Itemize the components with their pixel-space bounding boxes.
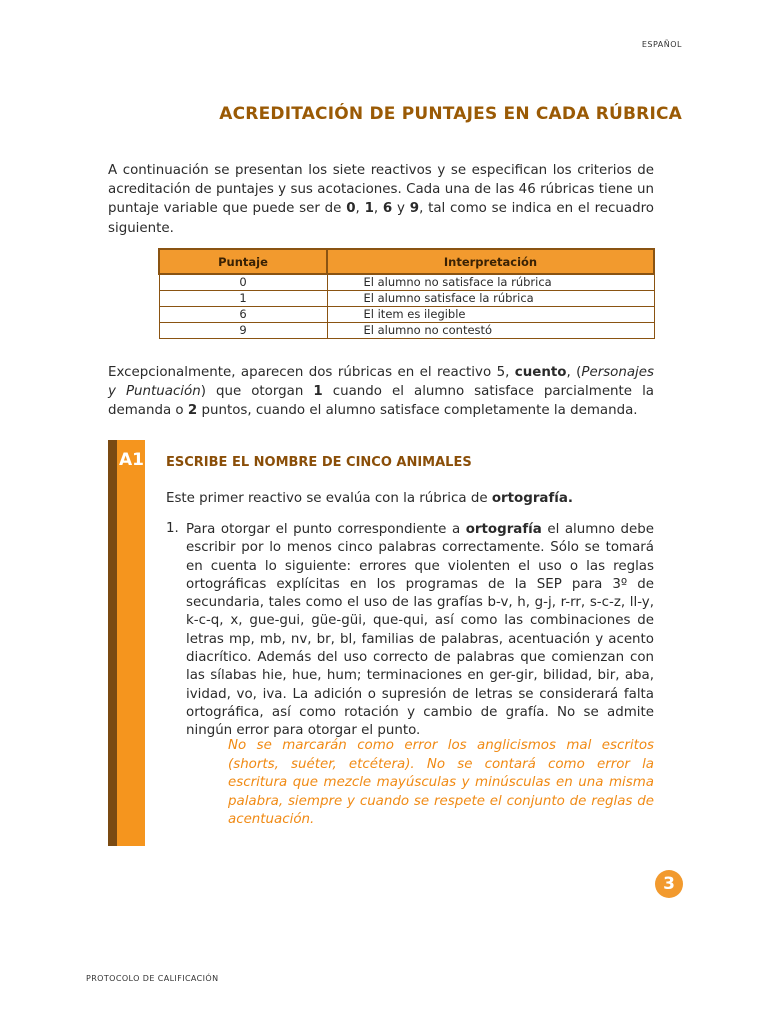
score-cell: 0 <box>159 274 327 291</box>
lead-rubric: ortografía. <box>491 491 574 506</box>
score-0-mention: 0 <box>346 201 356 217</box>
score-table <box>158 248 655 339</box>
exception-text: Excepcionalmente, aparecen dos rúbricas en el reactivo 5, <box>108 365 515 380</box>
interpretation-cell: El alumno no contestó <box>327 323 654 339</box>
italic-note: No se marcarán como error los anglicismos mal escritos (shorts, suéter, etcétera). No se contará como error la escritura que mezcle mayúsculas y minúsculas en una misma palabra, siempre y cuando se respete el conjunto de reglas de acentuación. <box>228 738 654 827</box>
interpretation-cell: El alumno satisface la rúbrica <box>327 291 654 307</box>
item-text <box>186 521 654 741</box>
intro-text: A continuación se presentan los siete reactivos y se especifican los criterios de acreditación de puntajes y sus acotaciones. Cada una de las 46 rúbricas tiene un puntaje variable que puede ser de <box>108 163 654 217</box>
page-title: ACREDITACIÓN DE PUNTAJES EN CADA RÚBRICA <box>219 104 682 124</box>
value-one: 1 <box>313 384 323 400</box>
score-cell: 1 <box>159 291 327 307</box>
section-bar-dark <box>108 440 117 846</box>
table-row <box>159 323 654 339</box>
section-title: ESCRIBE EL NOMBRE DE CINCO ANIMALES <box>166 455 472 470</box>
exception-text: ) que otorgan <box>200 384 314 400</box>
intro-text-end: , tal como se indica en el recuadro siguiente. <box>108 201 654 236</box>
rubric-names: Personajes y Puntuación <box>108 365 654 400</box>
table-row <box>159 307 654 323</box>
score-table-header <box>159 249 654 274</box>
section-bar-orange <box>117 440 145 846</box>
language-label: ESPAÑOL <box>641 40 682 49</box>
table-row <box>159 274 654 291</box>
exception-text: cuando el alumno satisface parcialmente la demanda o <box>108 384 654 419</box>
score-9-mention: 9 <box>409 201 420 217</box>
score-cell: 6 <box>159 307 327 323</box>
separator: y <box>392 201 410 217</box>
header-interpretacion: Interpretación <box>327 249 654 274</box>
item-number: 1. <box>166 521 179 536</box>
section-tag: A1 <box>119 450 144 470</box>
item-text-a: Para otorgar el punto correspondiente a <box>186 522 466 537</box>
item-text-b: el alumno debe escribir por lo menos cinco palabras correctamente. Sólo se tomará en cuenta lo siguiente: errores que violenten el uso o las reglas ortográficas explícitas en los programas de la SEP para 3º de secundaria, tales como el uso de las grafías b-v, h, g-j, r-rr, s-c-z, ll-y, k-c-q, x, gue-gui, güe-güi, que-qui, así como las combinaciones de letras mp, mb, nv, br, bl, familias de palabras, acentuación y acento diacrítico. Además del uso correcto de palabras que comienzan con las sílabas hie, hue, hum; terminaciones en ger-gir, bilidad, bir, aba, ividad, vo, iva. La adición o supresión de letras se considerará falta ortográfica, así como rotación y cambio de grafía. No se admite ningún error para otorgar el punto. <box>186 522 654 739</box>
exception-text: , ( <box>566 365 582 380</box>
separator: , <box>373 201 383 217</box>
interpretation-cell: El alumno no satisface la rúbrica <box>327 274 654 291</box>
score-6-mention: 6 <box>382 201 393 217</box>
footer-label: PROTOCOLO DE CALIFICACIÓN <box>86 974 219 983</box>
item-bold-term: ortografía <box>465 522 542 537</box>
table-row <box>159 291 654 307</box>
separator: , <box>355 201 365 217</box>
interpretation-cell: El item es ilegible <box>327 307 654 323</box>
section-lead <box>166 489 666 508</box>
intro-paragraph <box>108 161 654 238</box>
exception-paragraph <box>108 363 654 421</box>
lead-text: Este primer reactivo se evalúa con la rúbrica de <box>166 491 492 506</box>
value-two: 2 <box>187 403 198 419</box>
page-number-badge: 3 <box>655 870 683 898</box>
score-1-mention: 1 <box>364 201 374 217</box>
exception-text: puntos, cuando el alumno satisface completamente la demanda. <box>197 403 638 419</box>
cuento-term: cuento <box>514 365 567 380</box>
score-cell: 9 <box>159 323 327 339</box>
header-puntaje: Puntaje <box>159 249 327 274</box>
